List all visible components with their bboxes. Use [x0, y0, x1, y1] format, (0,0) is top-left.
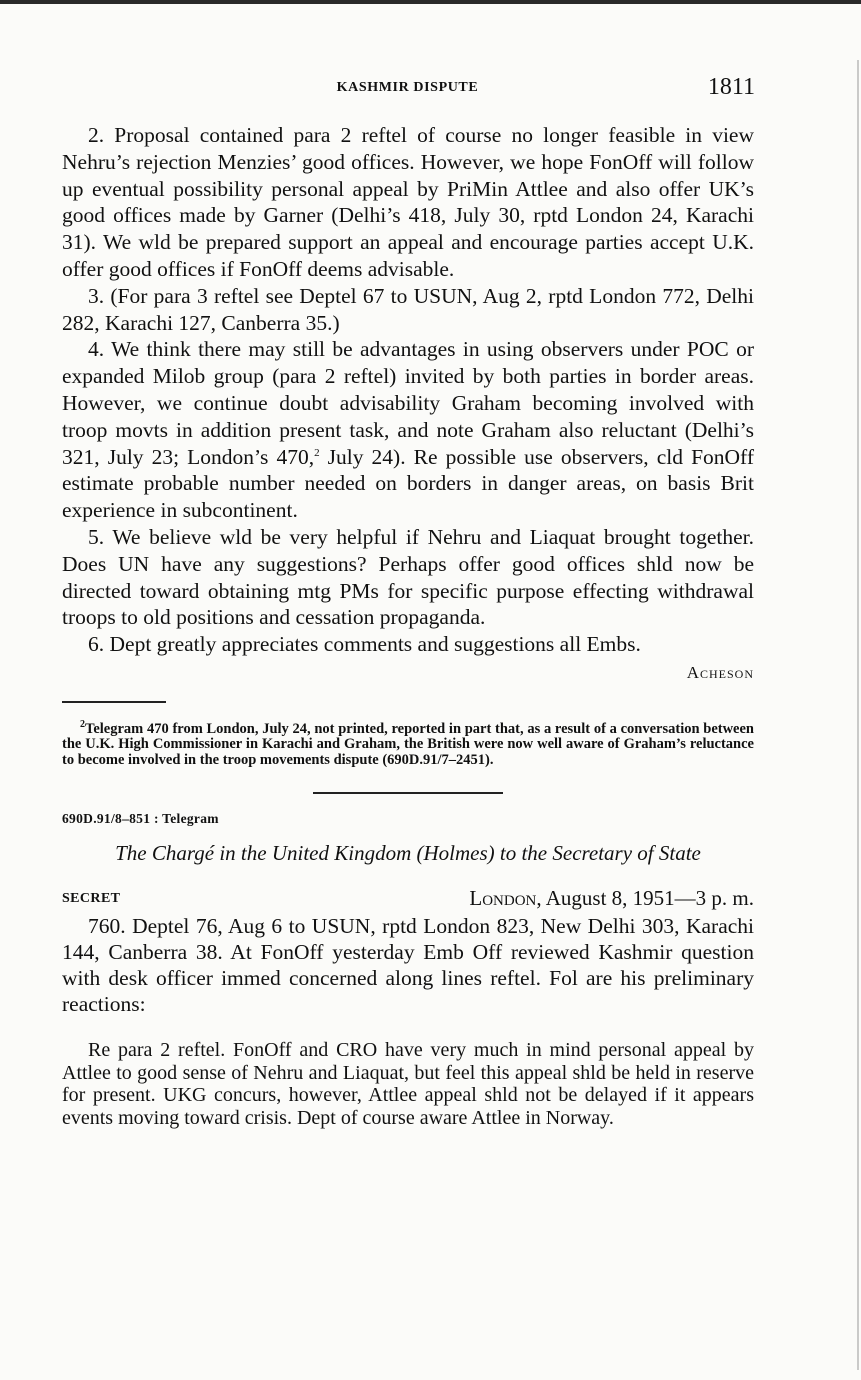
paragraph-4-text-b: July 24). Re possible use observers, cld FonOff estimate probable number needed on borders in danger areas, on basis Brit experience in subcontinent.	[62, 444, 754, 523]
paragraph-6: 6. Dept greatly appreciates comments and suggestions all Embs.	[88, 632, 641, 657]
signature: Acheson	[686, 662, 754, 682]
document-title: The Chargé in the United Kingdom (Holmes) to the Secretary of State	[115, 841, 701, 866]
page-header	[60, 74, 755, 106]
running-head: KASHMIR DISPUTE	[336, 80, 479, 95]
telegram-quote: Re para 2 reftel. FonOff and CRO have very much in mind personal appeal by Attlee to good sense of Nehru and Liaquat, but feel this appeal shld be held in reserve for present. UKG concurs, however, Attlee appeal shld not be delayed if it appears events moving toward crisis. Dept of course aware Attlee in Norway.	[62, 1039, 754, 1129]
footnote-reference: 2	[314, 446, 320, 459]
page-right-edge	[857, 60, 859, 1370]
footnote-marker: 2	[80, 718, 85, 730]
footnote	[62, 717, 754, 768]
file-reference: 690D.91/8–851 : Telegram	[62, 811, 219, 827]
paragraph-2: 2. Proposal contained para 2 reftel of course no longer feasible in view Nehru’s rejection Menzies’ good offices. However, we hope FonOff will follow up eventual possibility personal appeal by PriMin Attlee and also offer UK’s good offices made by Garner (Delhi’s 418, July 30, rptd London 24, Karachi 31). We wld be prepared support an appeal and encourage parties accept U.K. offer good offices if FonOff deems advisable.	[62, 123, 754, 281]
paragraph-3: 3. (For para 3 reftel see Deptel 67 to USUN, Aug 2, rptd London 772, Delhi 282, Karachi 127, Canberra 35.)	[62, 283, 754, 335]
date-text: August 8, 1951—3 p. m.	[541, 886, 754, 911]
page-number: 1811	[707, 74, 755, 100]
document-separator	[313, 792, 503, 794]
place: London,	[469, 886, 542, 911]
footnote-text: Telegram 470 from London, July 24, not printed, reported in part that, as a result of a conversation between the U.K. High Commissioner in Karachi and Graham, the British were now well aware of Graham’s reluctance to become involved in the troop movements dispute (690D.91/7–2451).	[62, 720, 754, 768]
paragraph-4	[62, 336, 754, 524]
page-body	[62, 122, 754, 1129]
date	[469, 886, 754, 911]
telegram-paragraph: 760. Deptel 76, Aug 6 to USUN, rptd London 823, New Delhi 303, Karachi 144, Canberra 38. At FonOff yesterday Emb Off reviewed Kashmir question with desk officer immed concerned along lines reftel. Fol are his preliminary reactions:	[62, 914, 754, 1016]
paragraph-4-text-a: 4. We think there may still be advantages in using observers under POC or expanded Milob group (para 2 reftel) invited by both parties in border areas. However, we continue doubt advisability Graham becoming involved with troop movts in addition present task, and note Graham also reluctant (Delhi’s 321, July 23; London’s 470,	[62, 337, 754, 469]
footnote-rule	[62, 701, 166, 703]
classification: SECRET	[62, 891, 121, 907]
page-top-edge	[0, 0, 861, 4]
paragraph-5: 5. We believe wld be very helpful if Nehru and Liaquat brought together. Does UN have any suggestions? Perhaps offer good offices shld now be directed toward obtaining mtg PMs for specific purpose effecting withdrawal troops to old positions and cessation propaganda.	[62, 524, 754, 630]
dateline	[62, 886, 754, 914]
